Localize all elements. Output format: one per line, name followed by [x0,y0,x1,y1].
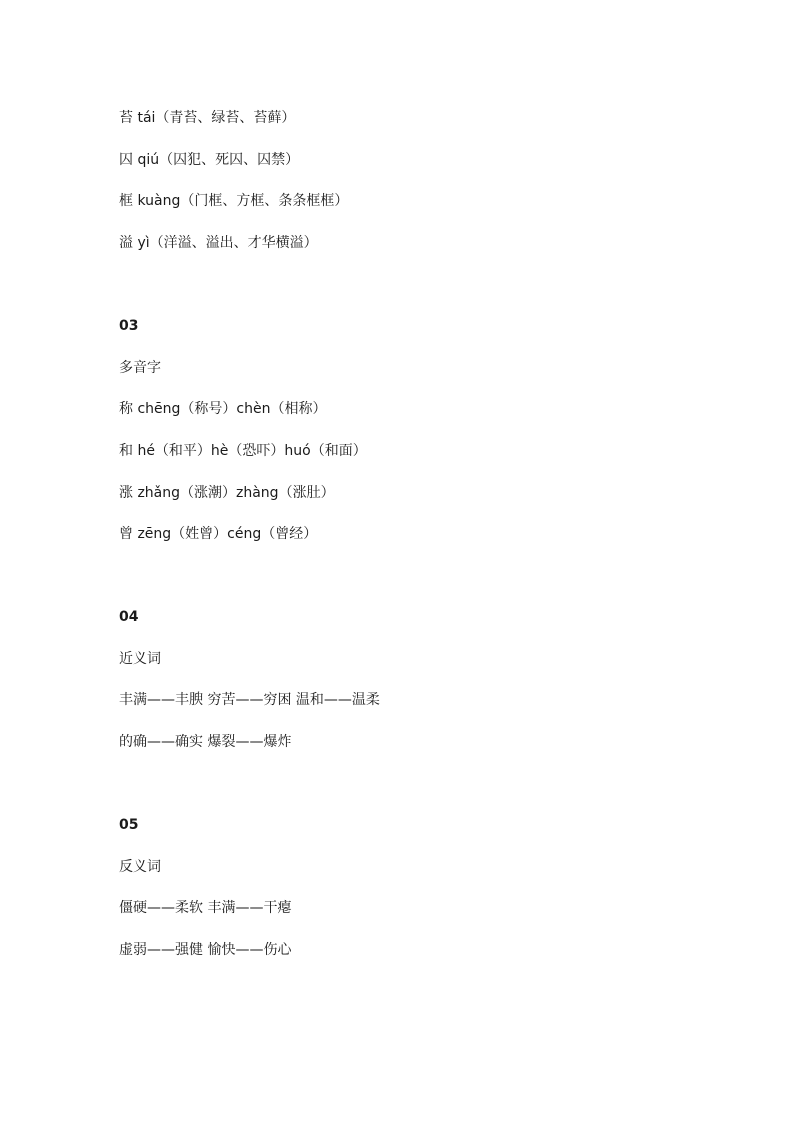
section-number-04: 04 [119,609,139,625]
polyphonic-line-zeng: 曾 zēng（姓曾）céng（曾经） [119,526,318,542]
synonym-line-2: 的确——确实 爆裂——爆炸 [119,734,292,750]
word-line-qiu: 囚 qiú（囚犯、死囚、囚禁） [119,152,300,168]
antonym-line-2: 虚弱——强健 愉快——伤心 [119,942,292,958]
word-line-yi: 溢 yì（洋溢、溢出、才华横溢） [119,235,318,251]
synonym-line-1: 丰满——丰腴 穷苦——穷困 温和——温柔 [119,692,380,708]
polyphonic-line-cheng: 称 chēng（称号）chèn（相称） [119,401,327,417]
antonym-line-1: 僵硬——柔软 丰满——干瘪 [119,900,292,916]
section-title-antonyms: 反义词 [119,859,161,875]
polyphonic-line-he: 和 hé（和平）hè（恐吓）huó（和面） [119,443,367,459]
word-line-tai: 苔 tái（青苔、绿苔、苔藓） [119,110,296,126]
section-title-synonyms: 近义词 [119,651,161,667]
section-number-05: 05 [119,817,139,833]
polyphonic-line-zhang: 涨 zhǎng（涨潮）zhàng（涨肚） [119,485,335,501]
section-title-polyphonic: 多音字 [119,360,161,376]
section-number-03: 03 [119,318,139,334]
word-line-kuang: 框 kuàng（门框、方框、条条框框） [119,193,349,209]
